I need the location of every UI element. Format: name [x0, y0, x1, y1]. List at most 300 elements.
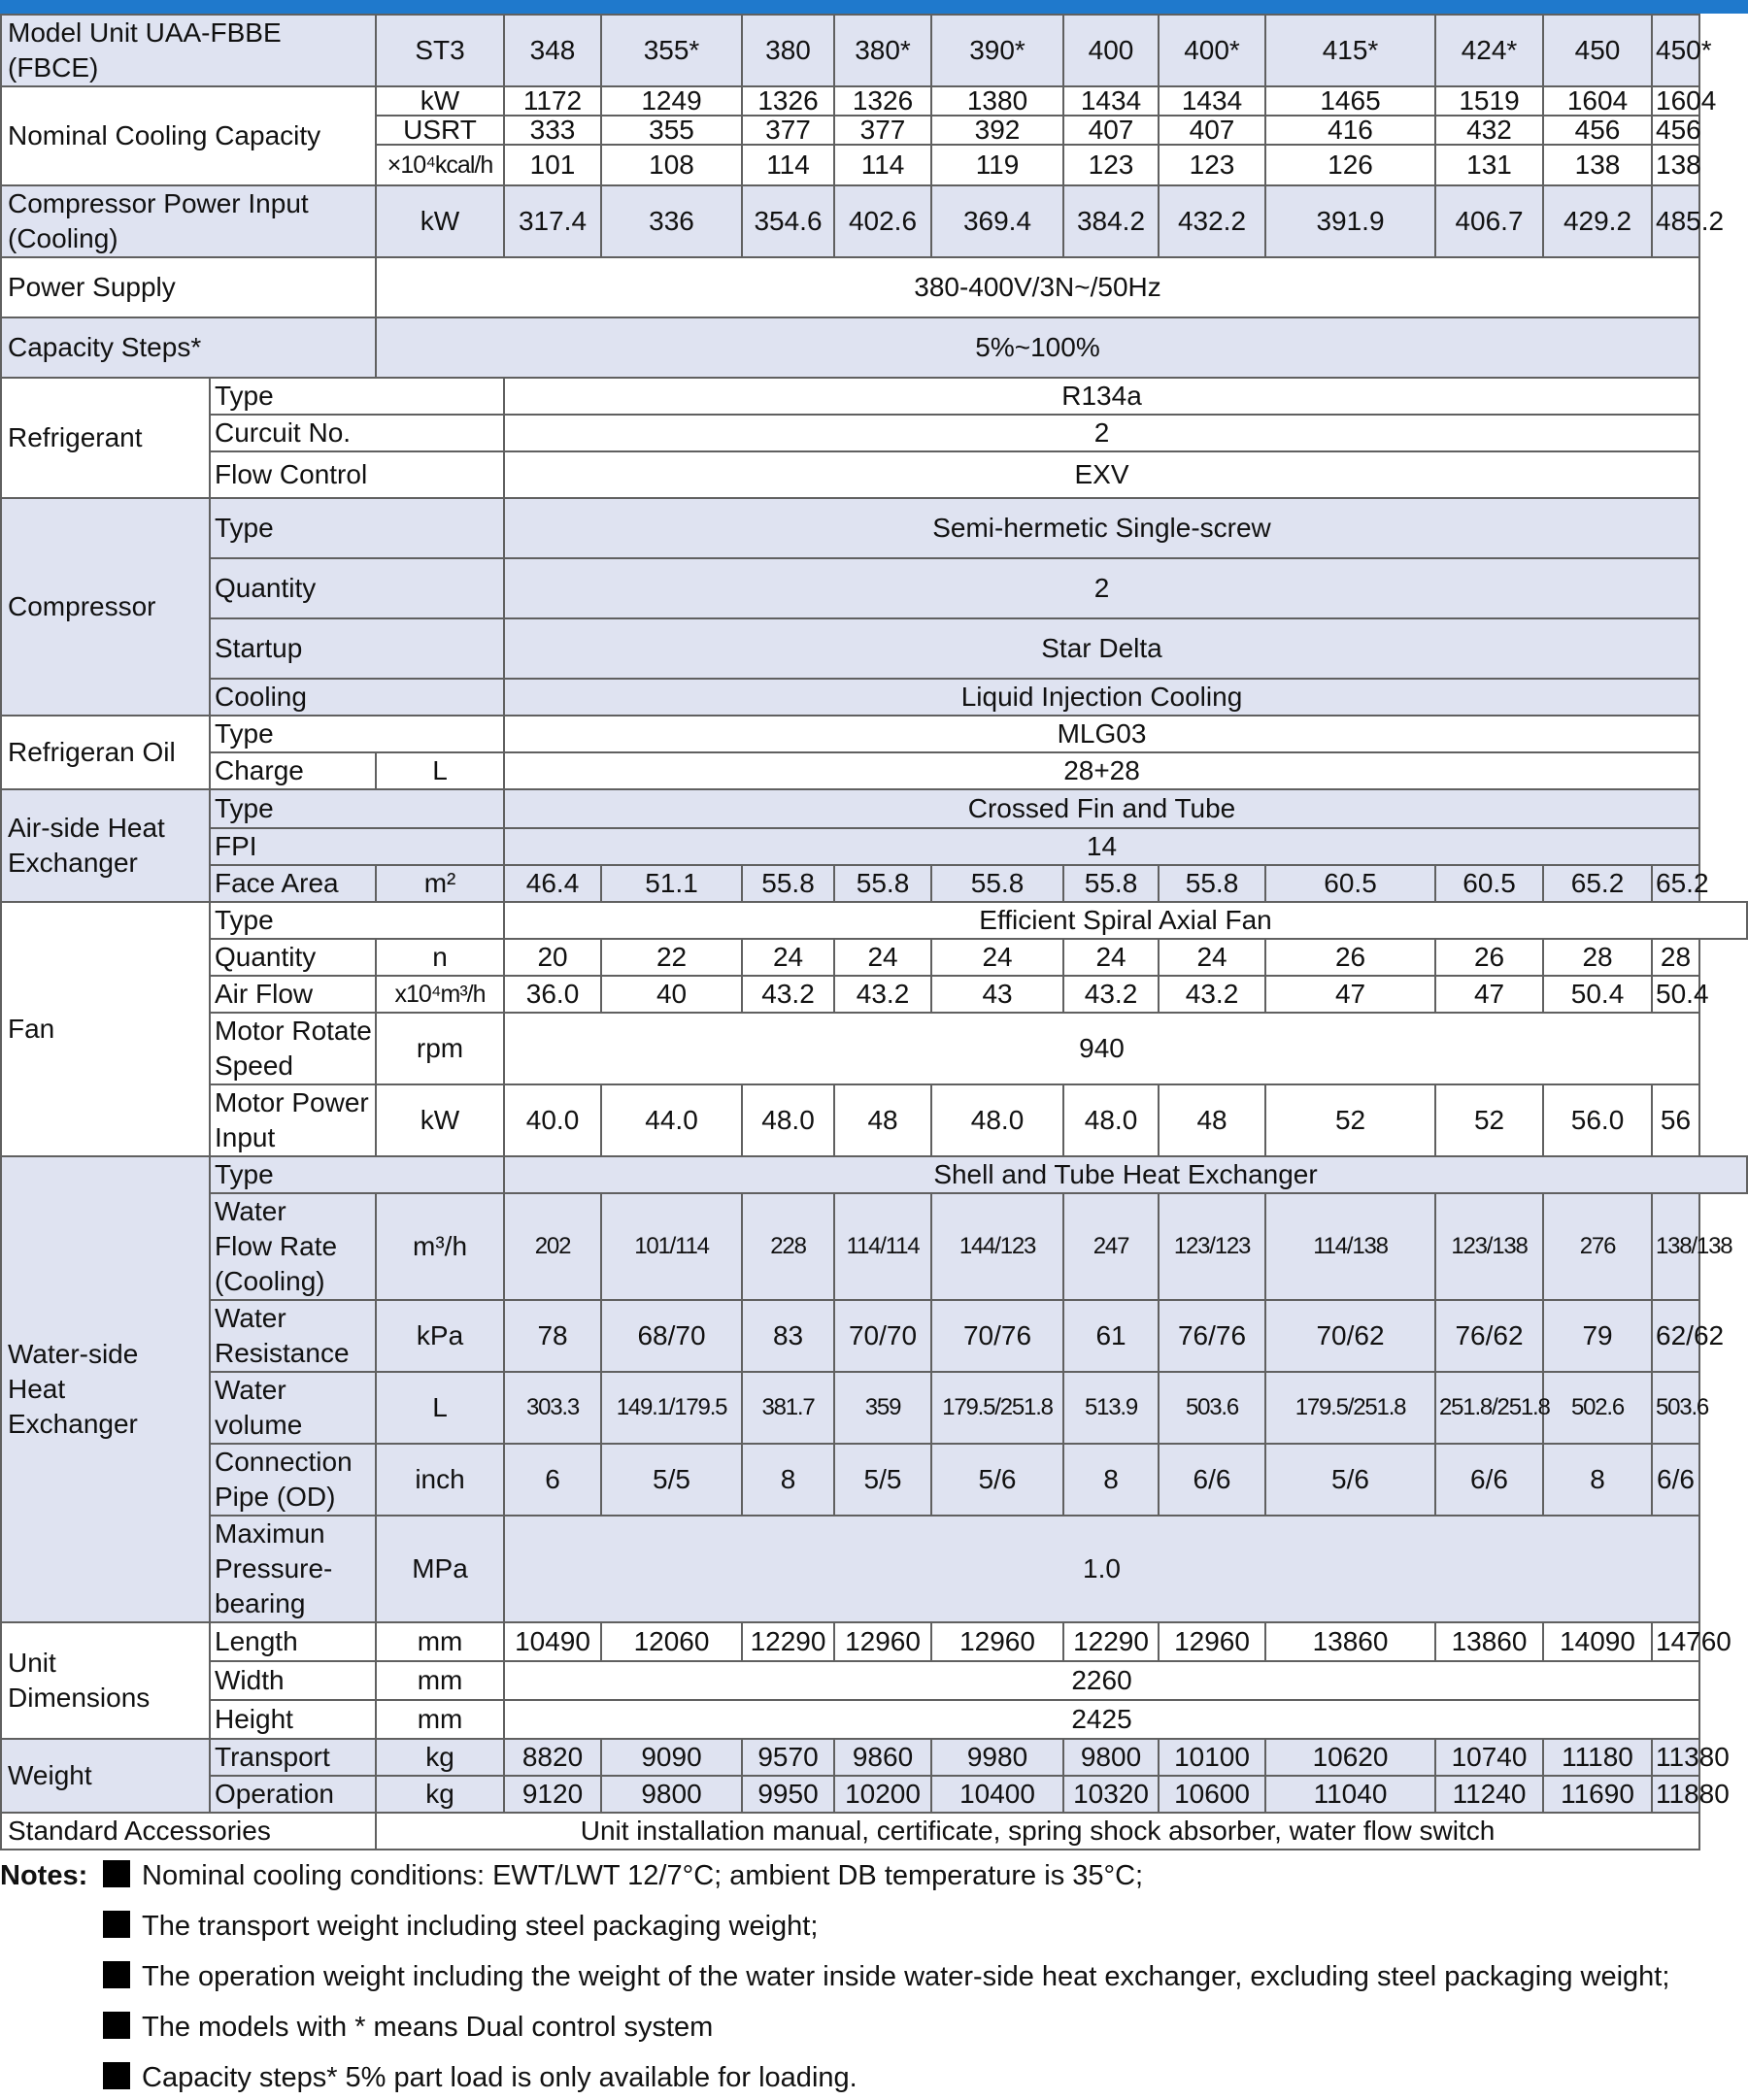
- value-cell: 26: [1265, 939, 1435, 976]
- value-cell: 416: [1265, 116, 1435, 145]
- value-cell: 13860: [1435, 1622, 1543, 1661]
- value-cell: 47: [1435, 976, 1543, 1013]
- square-bullet-icon: [103, 2012, 130, 2039]
- value-cell: 1326: [742, 86, 834, 116]
- value-cell: 138: [1652, 145, 1699, 185]
- value-cell: 377: [742, 116, 834, 145]
- oil-charge-row: [1, 752, 1747, 789]
- value-cell: 432.2: [1159, 185, 1265, 257]
- unit-cell: inch: [376, 1444, 504, 1516]
- value-cell: 11380: [1652, 1739, 1699, 1776]
- unit-cell: m²: [376, 865, 504, 902]
- value-cell: 1465: [1265, 86, 1435, 116]
- cell-text: Water-side: [8, 1339, 139, 1369]
- sub-label: [210, 1193, 376, 1300]
- note-item: [103, 1854, 1143, 1897]
- fan-type-value: Efficient Spiral Axial Fan: [504, 902, 1747, 939]
- unit-cell: kg: [376, 1776, 504, 1813]
- refrigerant-circuit-row: [1, 415, 1747, 451]
- value-cell: 43.2: [1063, 976, 1159, 1013]
- value-cell: 48: [1159, 1084, 1265, 1156]
- value-cell: 11040: [1265, 1776, 1435, 1813]
- value-cell: 138: [1543, 145, 1652, 185]
- sub-label: Face Area: [210, 865, 376, 902]
- value-cell: 56: [1652, 1084, 1699, 1156]
- value-cell: 119: [931, 145, 1063, 185]
- value-cell: 114: [834, 145, 931, 185]
- value-cell: 10400: [931, 1776, 1063, 1813]
- value-cell: 55.8: [834, 865, 931, 902]
- fan-type-row: [1, 902, 1747, 939]
- model-cell: 415*: [1265, 15, 1435, 86]
- fan-speed-row: [1, 1013, 1747, 1084]
- value-cell: 149.1/179.5: [601, 1372, 742, 1444]
- power-supply-label: Power Supply: [1, 257, 376, 317]
- value-cell: 12290: [742, 1622, 834, 1661]
- value-cell: 144/123: [931, 1193, 1063, 1300]
- value-cell: 1519: [1435, 86, 1543, 116]
- value-cell: 20: [504, 939, 601, 976]
- value-cell: 43: [931, 976, 1063, 1013]
- value-cell: 1380: [931, 86, 1063, 116]
- value-cell: 11240: [1435, 1776, 1543, 1813]
- value-cell: 40: [601, 976, 742, 1013]
- refrigerant-flow-row: [1, 451, 1747, 498]
- capacity-steps-row: [1, 317, 1747, 378]
- value-cell: 355: [601, 116, 742, 145]
- compressor-power-label: [1, 185, 376, 257]
- value-cell: 303.3: [504, 1372, 601, 1444]
- value-cell: 26: [1435, 939, 1543, 976]
- air-hx-type-value: Crossed Fin and Tube: [504, 789, 1699, 828]
- value-cell: 179.5/251.8: [931, 1372, 1063, 1444]
- unit-cell: L: [376, 752, 504, 789]
- value-cell: 384.2: [1063, 185, 1159, 257]
- value-cell: 12960: [834, 1622, 931, 1661]
- value-cell: 51.1: [601, 865, 742, 902]
- cell-text: Air-side Heat: [8, 813, 165, 843]
- dimensions-label: [1, 1622, 210, 1739]
- cell-text: Model Unit UAA-FBBE: [8, 17, 282, 48]
- water-resistance-row: [1, 1300, 1747, 1372]
- value-cell: 9950: [742, 1776, 834, 1813]
- value-cell: 68/70: [601, 1300, 742, 1372]
- accessories-value: Unit installation manual, certificate, spring shock absorber, water flow switch: [376, 1813, 1699, 1850]
- value-cell: 9570: [742, 1739, 834, 1776]
- value-cell: 407: [1159, 116, 1265, 145]
- model-cell: 450: [1543, 15, 1652, 86]
- cell-text: Motor Power: [215, 1087, 369, 1117]
- value-cell: 317.4: [504, 185, 601, 257]
- cell-text: Heat: [8, 1374, 66, 1404]
- model-cell: 400: [1063, 15, 1159, 86]
- capacity-steps-value: 5%~100%: [376, 317, 1699, 378]
- value-cell: 123/138: [1435, 1193, 1543, 1300]
- sub-label: Height: [210, 1700, 376, 1739]
- value-cell: 61: [1063, 1300, 1159, 1372]
- value-cell: 10100: [1159, 1739, 1265, 1776]
- compressor-label: Compressor: [1, 498, 210, 716]
- value-cell: 22: [601, 939, 742, 976]
- cell-text: Dimensions: [8, 1683, 151, 1713]
- value-cell: 65.2: [1543, 865, 1652, 902]
- nominal-cooling-label: Nominal Cooling Capacity: [1, 86, 376, 185]
- specification-table: [0, 14, 1748, 1850]
- value-cell: 336: [601, 185, 742, 257]
- sub-label: Cooling: [210, 679, 504, 716]
- value-cell: 101/114: [601, 1193, 742, 1300]
- air-hx-face-row: [1, 865, 1747, 902]
- note-text: The models with * means Dual control system: [142, 2012, 714, 2043]
- value-cell: 70/62: [1265, 1300, 1435, 1372]
- value-cell: 36.0: [504, 976, 601, 1013]
- value-cell: 48.0: [1063, 1084, 1159, 1156]
- refrigerant-label: Refrigerant: [1, 378, 210, 498]
- fan-label: Fan: [1, 902, 210, 1156]
- air-hx-label: [1, 789, 210, 902]
- cell-text: (Cooling): [8, 223, 118, 253]
- cell-text: Resistance: [215, 1338, 350, 1368]
- value-cell: 6/6: [1435, 1444, 1543, 1516]
- height-row: [1, 1700, 1747, 1739]
- value-cell: 247: [1063, 1193, 1159, 1300]
- value-cell: 407: [1063, 116, 1159, 145]
- sub-label: Air Flow: [210, 976, 376, 1013]
- value-cell: 48.0: [931, 1084, 1063, 1156]
- water-hx-label: [1, 1156, 210, 1622]
- value-cell: 1434: [1159, 86, 1265, 116]
- value-cell: 48.0: [742, 1084, 834, 1156]
- value-cell: 9090: [601, 1739, 742, 1776]
- unit-cell: n: [376, 939, 504, 976]
- water-volume-row: [1, 1372, 1747, 1444]
- value-cell: 24: [931, 939, 1063, 976]
- value-cell: 43.2: [742, 976, 834, 1013]
- value-cell: 228: [742, 1193, 834, 1300]
- oil-type-row: [1, 716, 1747, 752]
- cell-text: bearing: [215, 1588, 306, 1618]
- value-cell: 11180: [1543, 1739, 1652, 1776]
- value-cell: 70/70: [834, 1300, 931, 1372]
- value-cell: 40.0: [504, 1084, 601, 1156]
- value-cell: 9800: [601, 1776, 742, 1813]
- value-cell: 9120: [504, 1776, 601, 1813]
- value-cell: 114/114: [834, 1193, 931, 1300]
- value-cell: 377: [834, 116, 931, 145]
- unit-cell: kW: [376, 86, 504, 116]
- cell-text: Flow Rate: [215, 1231, 338, 1261]
- accessories-label: Standard Accessories: [1, 1813, 376, 1850]
- sub-label: FPI: [210, 828, 504, 865]
- cell-text: Maximun: [215, 1518, 325, 1549]
- value-cell: 359: [834, 1372, 931, 1444]
- sub-label: Charge: [210, 752, 376, 789]
- width-row: [1, 1661, 1747, 1700]
- value-cell: 126: [1265, 145, 1435, 185]
- value-cell: 354.6: [742, 185, 834, 257]
- sub-label: Type: [210, 902, 504, 939]
- value-cell: 1172: [504, 86, 601, 116]
- value-cell: 11880: [1652, 1776, 1699, 1813]
- value-cell: 24: [742, 939, 834, 976]
- sub-label: Width: [210, 1661, 376, 1700]
- value-cell: 5/5: [601, 1444, 742, 1516]
- cooling-kw-row: [1, 86, 1747, 116]
- value-cell: 1326: [834, 86, 931, 116]
- value-cell: 251.8/251.8: [1435, 1372, 1543, 1444]
- value-cell: 55.8: [1063, 865, 1159, 902]
- square-bullet-icon: [103, 1961, 130, 1988]
- value-cell: 456: [1652, 116, 1699, 145]
- cell-text: Pressure-: [215, 1553, 333, 1583]
- value-cell: 276: [1543, 1193, 1652, 1300]
- model-cell: 424*: [1435, 15, 1543, 86]
- compressor-quantity-value: 2: [504, 558, 1699, 618]
- value-cell: 123: [1159, 145, 1265, 185]
- value-cell: 1434: [1063, 86, 1159, 116]
- value-cell: 43.2: [834, 976, 931, 1013]
- notes-label: Notes:: [0, 1860, 88, 1891]
- value-cell: 8: [742, 1444, 834, 1516]
- water-hx-type-row: [1, 1156, 1747, 1193]
- note-item: [103, 1955, 1669, 1998]
- water-flow-row: [1, 1193, 1747, 1300]
- length-row: [1, 1622, 1747, 1661]
- top-accent-bar: [0, 0, 1748, 14]
- value-cell: 108: [601, 145, 742, 185]
- cell-text: Compressor Power Input: [8, 188, 309, 218]
- cell-text: Water: [215, 1196, 286, 1226]
- water-pressure-row: [1, 1516, 1747, 1622]
- value-cell: 24: [1063, 939, 1159, 976]
- value-cell: 432: [1435, 116, 1543, 145]
- value-cell: 202: [504, 1193, 601, 1300]
- square-bullet-icon: [103, 2062, 130, 2089]
- value-cell: 1604: [1543, 86, 1652, 116]
- fan-airflow-row: [1, 976, 1747, 1013]
- cell-text: Connection: [215, 1447, 353, 1477]
- value-cell: 78: [504, 1300, 601, 1372]
- compressor-startup-row: [1, 618, 1747, 679]
- cell-text: Motor Rotate: [215, 1016, 372, 1046]
- square-bullet-icon: [103, 1860, 130, 1887]
- value-cell: 43.2: [1159, 976, 1265, 1013]
- refrigerant-flow-value: EXV: [504, 451, 1699, 498]
- air-hx-type-row: [1, 789, 1747, 828]
- value-cell: 6: [504, 1444, 601, 1516]
- height-value: 2425: [504, 1700, 1699, 1739]
- oil-charge-value: 28+28: [504, 752, 1699, 789]
- model-cell: 355*: [601, 15, 742, 86]
- sub-label: [210, 1372, 376, 1444]
- fan-speed-value: 940: [504, 1013, 1699, 1084]
- value-cell: 56.0: [1543, 1084, 1652, 1156]
- value-cell: 10600: [1159, 1776, 1265, 1813]
- cell-text: Water: [215, 1375, 286, 1405]
- series-cell: ST3: [376, 15, 504, 86]
- sub-label: Type: [210, 1156, 504, 1193]
- value-cell: 10200: [834, 1776, 931, 1813]
- value-cell: 502.6: [1543, 1372, 1652, 1444]
- sub-label: [210, 1516, 376, 1622]
- value-cell: 70/76: [931, 1300, 1063, 1372]
- refrigerant-type-value: R134a: [504, 378, 1699, 415]
- value-cell: 402.6: [834, 185, 931, 257]
- unit-cell: kW: [376, 185, 504, 257]
- value-cell: 24: [834, 939, 931, 976]
- oil-type-value: MLG03: [504, 716, 1699, 752]
- fan-quantity-row: [1, 939, 1747, 976]
- value-cell: 10490: [504, 1622, 601, 1661]
- value-cell: 8: [1063, 1444, 1159, 1516]
- value-cell: 11690: [1543, 1776, 1652, 1813]
- cell-text: Exchanger: [8, 848, 138, 878]
- model-cell: 400*: [1159, 15, 1265, 86]
- value-cell: 179.5/251.8: [1265, 1372, 1435, 1444]
- value-cell: 503.6: [1652, 1372, 1699, 1444]
- model-cell: 380: [742, 15, 834, 86]
- value-cell: 392: [931, 116, 1063, 145]
- sub-label: Quantity: [210, 939, 376, 976]
- value-cell: 406.7: [1435, 185, 1543, 257]
- value-cell: 9980: [931, 1739, 1063, 1776]
- model-cell: 348: [504, 15, 601, 86]
- value-cell: 1249: [601, 86, 742, 116]
- sub-label: [210, 1444, 376, 1516]
- value-cell: 138/138: [1652, 1193, 1699, 1300]
- sub-label: Operation: [210, 1776, 376, 1813]
- value-cell: 5/6: [1265, 1444, 1435, 1516]
- value-cell: 76/76: [1159, 1300, 1265, 1372]
- refrigerant-circuit-value: 2: [504, 415, 1699, 451]
- value-cell: 60.5: [1435, 865, 1543, 902]
- value-cell: 28: [1543, 939, 1652, 976]
- value-cell: 131: [1435, 145, 1543, 185]
- value-cell: 6/6: [1159, 1444, 1265, 1516]
- transport-weight-row: [1, 1739, 1747, 1776]
- value-cell: 83: [742, 1300, 834, 1372]
- cell-text: Water: [215, 1303, 286, 1333]
- value-cell: 55.8: [931, 865, 1063, 902]
- unit-cell: x10⁴m³/h: [376, 976, 504, 1013]
- sub-label: [210, 1013, 376, 1084]
- value-cell: 12060: [601, 1622, 742, 1661]
- value-cell: 485.2: [1652, 185, 1699, 257]
- operation-weight-row: [1, 1776, 1747, 1813]
- model-cell: 450*: [1652, 15, 1699, 86]
- value-cell: 513.9: [1063, 1372, 1159, 1444]
- sub-label: Type: [210, 378, 504, 415]
- value-cell: 46.4: [504, 865, 601, 902]
- cell-text: Unit: [8, 1648, 56, 1678]
- value-cell: 114/138: [1265, 1193, 1435, 1300]
- sub-label: Type: [210, 716, 504, 752]
- sub-label: Startup: [210, 618, 504, 679]
- compressor-power-row: [1, 185, 1747, 257]
- value-cell: 13860: [1265, 1622, 1435, 1661]
- width-value: 2260: [504, 1661, 1699, 1700]
- value-cell: 76/62: [1435, 1300, 1543, 1372]
- value-cell: 48: [834, 1084, 931, 1156]
- note-text: Capacity steps* 5% part load is only available for loading.: [142, 2062, 857, 2093]
- value-cell: 28: [1652, 939, 1699, 976]
- value-cell: 12290: [1063, 1622, 1159, 1661]
- accessories-row: [1, 1813, 1747, 1850]
- note-text: The transport weight including steel packaging weight;: [142, 1911, 819, 1942]
- unit-cell: mm: [376, 1661, 504, 1700]
- compressor-cooling-value: Liquid Injection Cooling: [504, 679, 1699, 716]
- capacity-steps-label: Capacity Steps*: [1, 317, 376, 378]
- cell-text: Pipe (OD): [215, 1482, 336, 1512]
- compressor-startup-value: Star Delta: [504, 618, 1699, 679]
- value-cell: 456: [1543, 116, 1652, 145]
- note-item: [103, 2056, 857, 2099]
- cell-text: Speed: [215, 1050, 293, 1081]
- value-cell: 52: [1435, 1084, 1543, 1156]
- value-cell: 123: [1063, 145, 1159, 185]
- note-item: [103, 1905, 818, 1948]
- compressor-cooling-row: [1, 679, 1747, 716]
- value-cell: 47: [1265, 976, 1435, 1013]
- compressor-type-row: [1, 498, 1747, 558]
- cell-text: Input: [215, 1122, 276, 1152]
- value-cell: 8820: [504, 1739, 601, 1776]
- sub-label: Length: [210, 1622, 376, 1661]
- fan-power-row: [1, 1084, 1747, 1156]
- power-supply-value: 380-400V/3N~/50Hz: [376, 257, 1699, 317]
- value-cell: 79: [1543, 1300, 1652, 1372]
- value-cell: 391.9: [1265, 185, 1435, 257]
- note-text: The operation weight including the weight of the water inside water-side heat exchanger, excluding steel packaging weight;: [142, 1961, 1670, 1992]
- value-cell: 503.6: [1159, 1372, 1265, 1444]
- unit-cell: m³/h: [376, 1193, 504, 1300]
- value-cell: 429.2: [1543, 185, 1652, 257]
- unit-cell: L: [376, 1372, 504, 1444]
- value-cell: 14090: [1543, 1622, 1652, 1661]
- note-text: Nominal cooling conditions: EWT/LWT 12/7°C; ambient DB temperature is 35°C;: [142, 1860, 1144, 1891]
- model-cell: 380*: [834, 15, 931, 86]
- water-pressure-value: 1.0: [504, 1516, 1699, 1622]
- sub-label: Transport: [210, 1739, 376, 1776]
- refrigerant-type-row: [1, 378, 1747, 415]
- sub-label: Type: [210, 498, 504, 558]
- cell-text: Exchanger: [8, 1409, 138, 1439]
- value-cell: 62/62: [1652, 1300, 1699, 1372]
- unit-cell: USRT: [376, 116, 504, 145]
- model-cell: 390*: [931, 15, 1063, 86]
- water-hx-type-value: Shell and Tube Heat Exchanger: [504, 1156, 1747, 1193]
- unit-cell: kW: [376, 1084, 504, 1156]
- value-cell: 101: [504, 145, 601, 185]
- value-cell: 10740: [1435, 1739, 1543, 1776]
- value-cell: 55.8: [742, 865, 834, 902]
- value-cell: 52: [1265, 1084, 1435, 1156]
- air-hx-fpi-row: [1, 828, 1747, 865]
- sub-label: Quantity: [210, 558, 504, 618]
- value-cell: 8: [1543, 1444, 1652, 1516]
- sub-label: [210, 1300, 376, 1372]
- value-cell: 6/6: [1652, 1444, 1699, 1516]
- value-cell: 123/123: [1159, 1193, 1265, 1300]
- value-cell: 10320: [1063, 1776, 1159, 1813]
- value-cell: 9800: [1063, 1739, 1159, 1776]
- value-cell: 5/6: [931, 1444, 1063, 1516]
- value-cell: 55.8: [1159, 865, 1265, 902]
- weight-label: Weight: [1, 1739, 210, 1813]
- unit-cell: mm: [376, 1622, 504, 1661]
- water-pipe-row: [1, 1444, 1747, 1516]
- compressor-type-value: Semi-hermetic Single-screw: [504, 498, 1699, 558]
